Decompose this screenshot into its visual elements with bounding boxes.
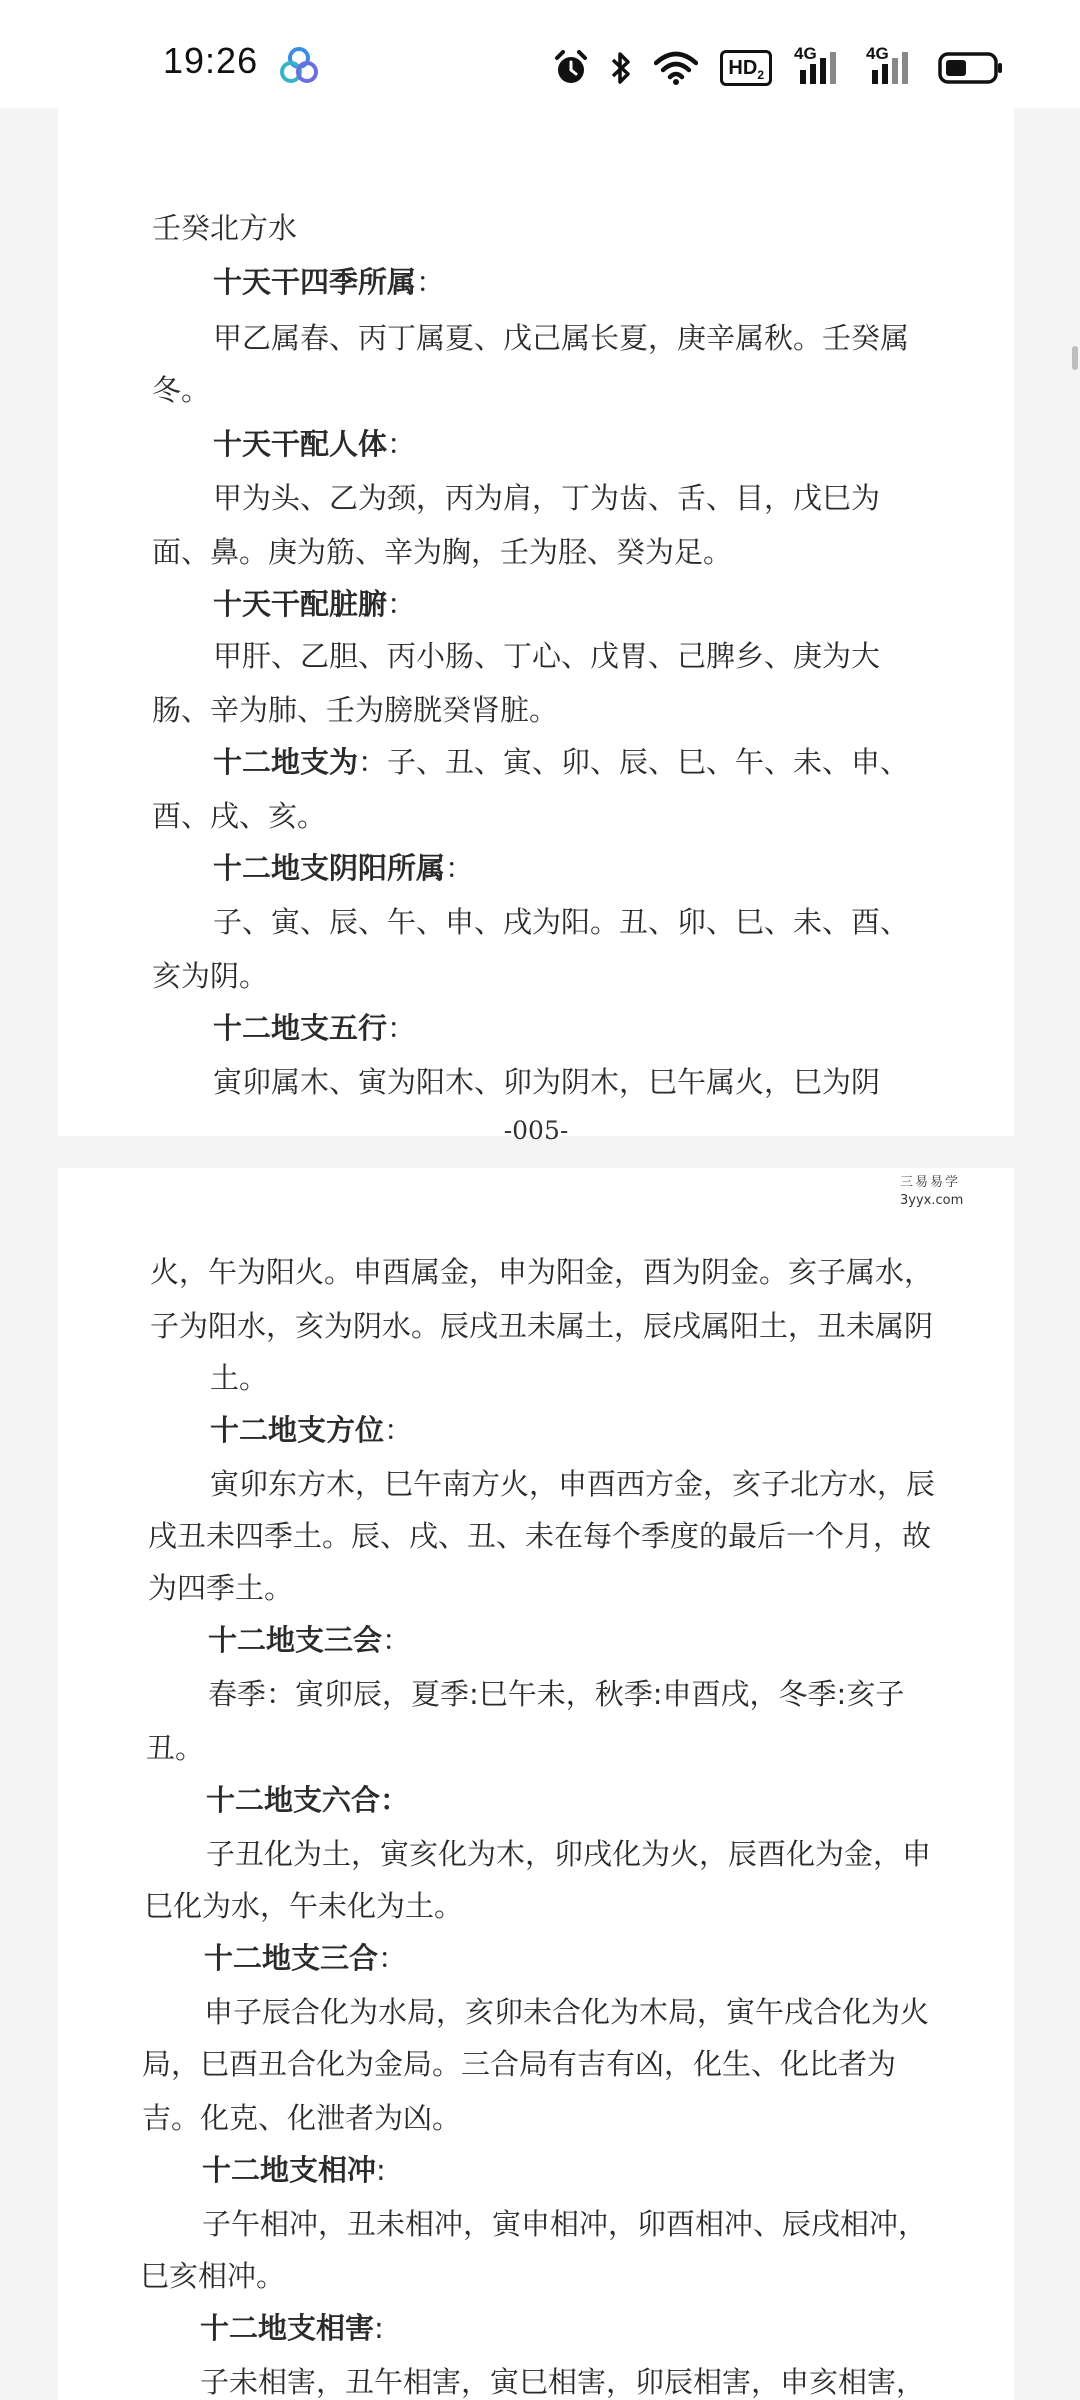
document-viewer[interactable]: [0, 108, 1080, 2400]
status-bar: [0, 0, 1080, 108]
text-line: 为四季土。: [148, 1571, 294, 1605]
section-heading: 十天干配脏腑：: [213, 587, 417, 621]
text-line: 冬。: [152, 373, 211, 407]
text-line: 土。: [210, 1361, 269, 1395]
section-heading: 十二地支相害:: [200, 2311, 384, 2345]
text-line: 火，午为阳火。申酉属金，申为阳金，酉为阴金。亥子属水，: [150, 1255, 934, 1289]
text-line: 春季：寅卯辰，夏季:巳午未，秋季:申酉戌，冬季:亥子: [208, 1677, 905, 1711]
scrollbar-thumb[interactable]: [1072, 346, 1078, 370]
section-heading: 十二地支相冲:: [202, 2153, 386, 2187]
section-heading: 十天干四季所属：: [213, 265, 446, 299]
document-page-006: [58, 1168, 1014, 2400]
app-logo-icon: [279, 46, 319, 86]
text-line: 申子辰合化为水局，亥卯未合化为木局，寅午戌合化为火: [204, 1995, 930, 2029]
section-heading: 十二地支六合：: [206, 1783, 410, 1817]
text-line: 巳化为水，午未化为土。: [144, 1889, 464, 1923]
text-line: 甲为头、乙为颈，丙为肩，丁为齿、舌、目，戊巳为: [213, 481, 881, 515]
section-heading: 十二地支为：子、丑、寅、卯、辰、巳、午、未、申、: [213, 745, 910, 779]
status-time: 19:26: [163, 40, 259, 81]
text-line: 寅卯属木、寅为阳木、卯为阴木，巳午属火，巳为阴: [213, 1065, 881, 1099]
section-heading: 十二地支五行：: [213, 1011, 417, 1045]
text-line: 肠、辛为肺、壬为膀胱癸肾脏。: [152, 693, 559, 727]
text-line: 子丑化为土，寅亥化为木，卯戌化为火，辰酉化为金，申: [206, 1837, 932, 1871]
watermark: 三易易学 3yyx.com: [900, 1174, 1010, 1210]
section-heading: 十二地支三会：: [208, 1623, 412, 1657]
alarm-icon: [554, 50, 588, 86]
hd-icon: $HD_2$: [720, 50, 772, 86]
text-line: 局，巳酉丑合化为金局。三合局有吉有凶，化生、化比者为: [142, 2047, 897, 2081]
text-line: 戌丑未四季土。辰、戌、丑、未在每个季度的最后一个月，故: [148, 1519, 932, 1553]
section-heading: 十天干配人体：: [213, 427, 417, 461]
section-heading: 十二地支三合：: [204, 1941, 408, 1975]
status-icons: [554, 46, 1004, 90]
text-line: 丑。: [146, 1731, 205, 1765]
text-line: 酉、戌、亥。: [152, 799, 327, 833]
text-line: 亥为阴。: [152, 959, 269, 993]
text-line: 面、鼻。庚为筋、辛为胸，壬为胫、癸为足。: [152, 535, 733, 569]
signal-4g-icon: 4G: [866, 48, 916, 88]
battery-icon: [938, 51, 1004, 85]
signal-4g-icon: 4G: [794, 48, 844, 88]
text-line: 子午相冲，丑未相冲，寅申相冲，卯酉相冲、辰戌相冲，: [202, 2207, 928, 2241]
text-line: 壬癸北方水: [152, 211, 298, 245]
text-line: 子为阳水，亥为阴水。辰戌丑未属土，辰戌属阳土，丑未属阴: [150, 1309, 934, 1343]
page-number: -005-: [503, 1116, 569, 1145]
text-line: 甲肝、乙胆、丙小肠、丁心、戊胃、己脾乡、庚为大: [213, 639, 881, 673]
text-line: 吉。化克、化泄者为凶。: [142, 2101, 462, 2135]
document-page-005: [58, 108, 1014, 1145]
text-line: 寅卯东方木，巳午南方火，申酉西方金，亥子北方水，辰: [210, 1467, 936, 1501]
section-heading: 十二地支阴阳所属：: [213, 851, 475, 885]
bluetooth-icon: [610, 50, 632, 86]
text-line: 子、寅、辰、午、申、戌为阳。丑、卯、巳、未、酉、: [213, 905, 910, 939]
text-line: 子未相害，丑午相害，寅巳相害，卯辰相害，申亥相害，: [200, 2365, 926, 2399]
text-line: 甲乙属春、丙丁属夏、戊己属长夏，庚辛属秋。壬癸属: [213, 321, 910, 355]
section-heading: 十二地支方位：: [210, 1413, 414, 1447]
text-line: 巳亥相冲。: [140, 2259, 286, 2293]
wifi-icon: [654, 51, 698, 85]
